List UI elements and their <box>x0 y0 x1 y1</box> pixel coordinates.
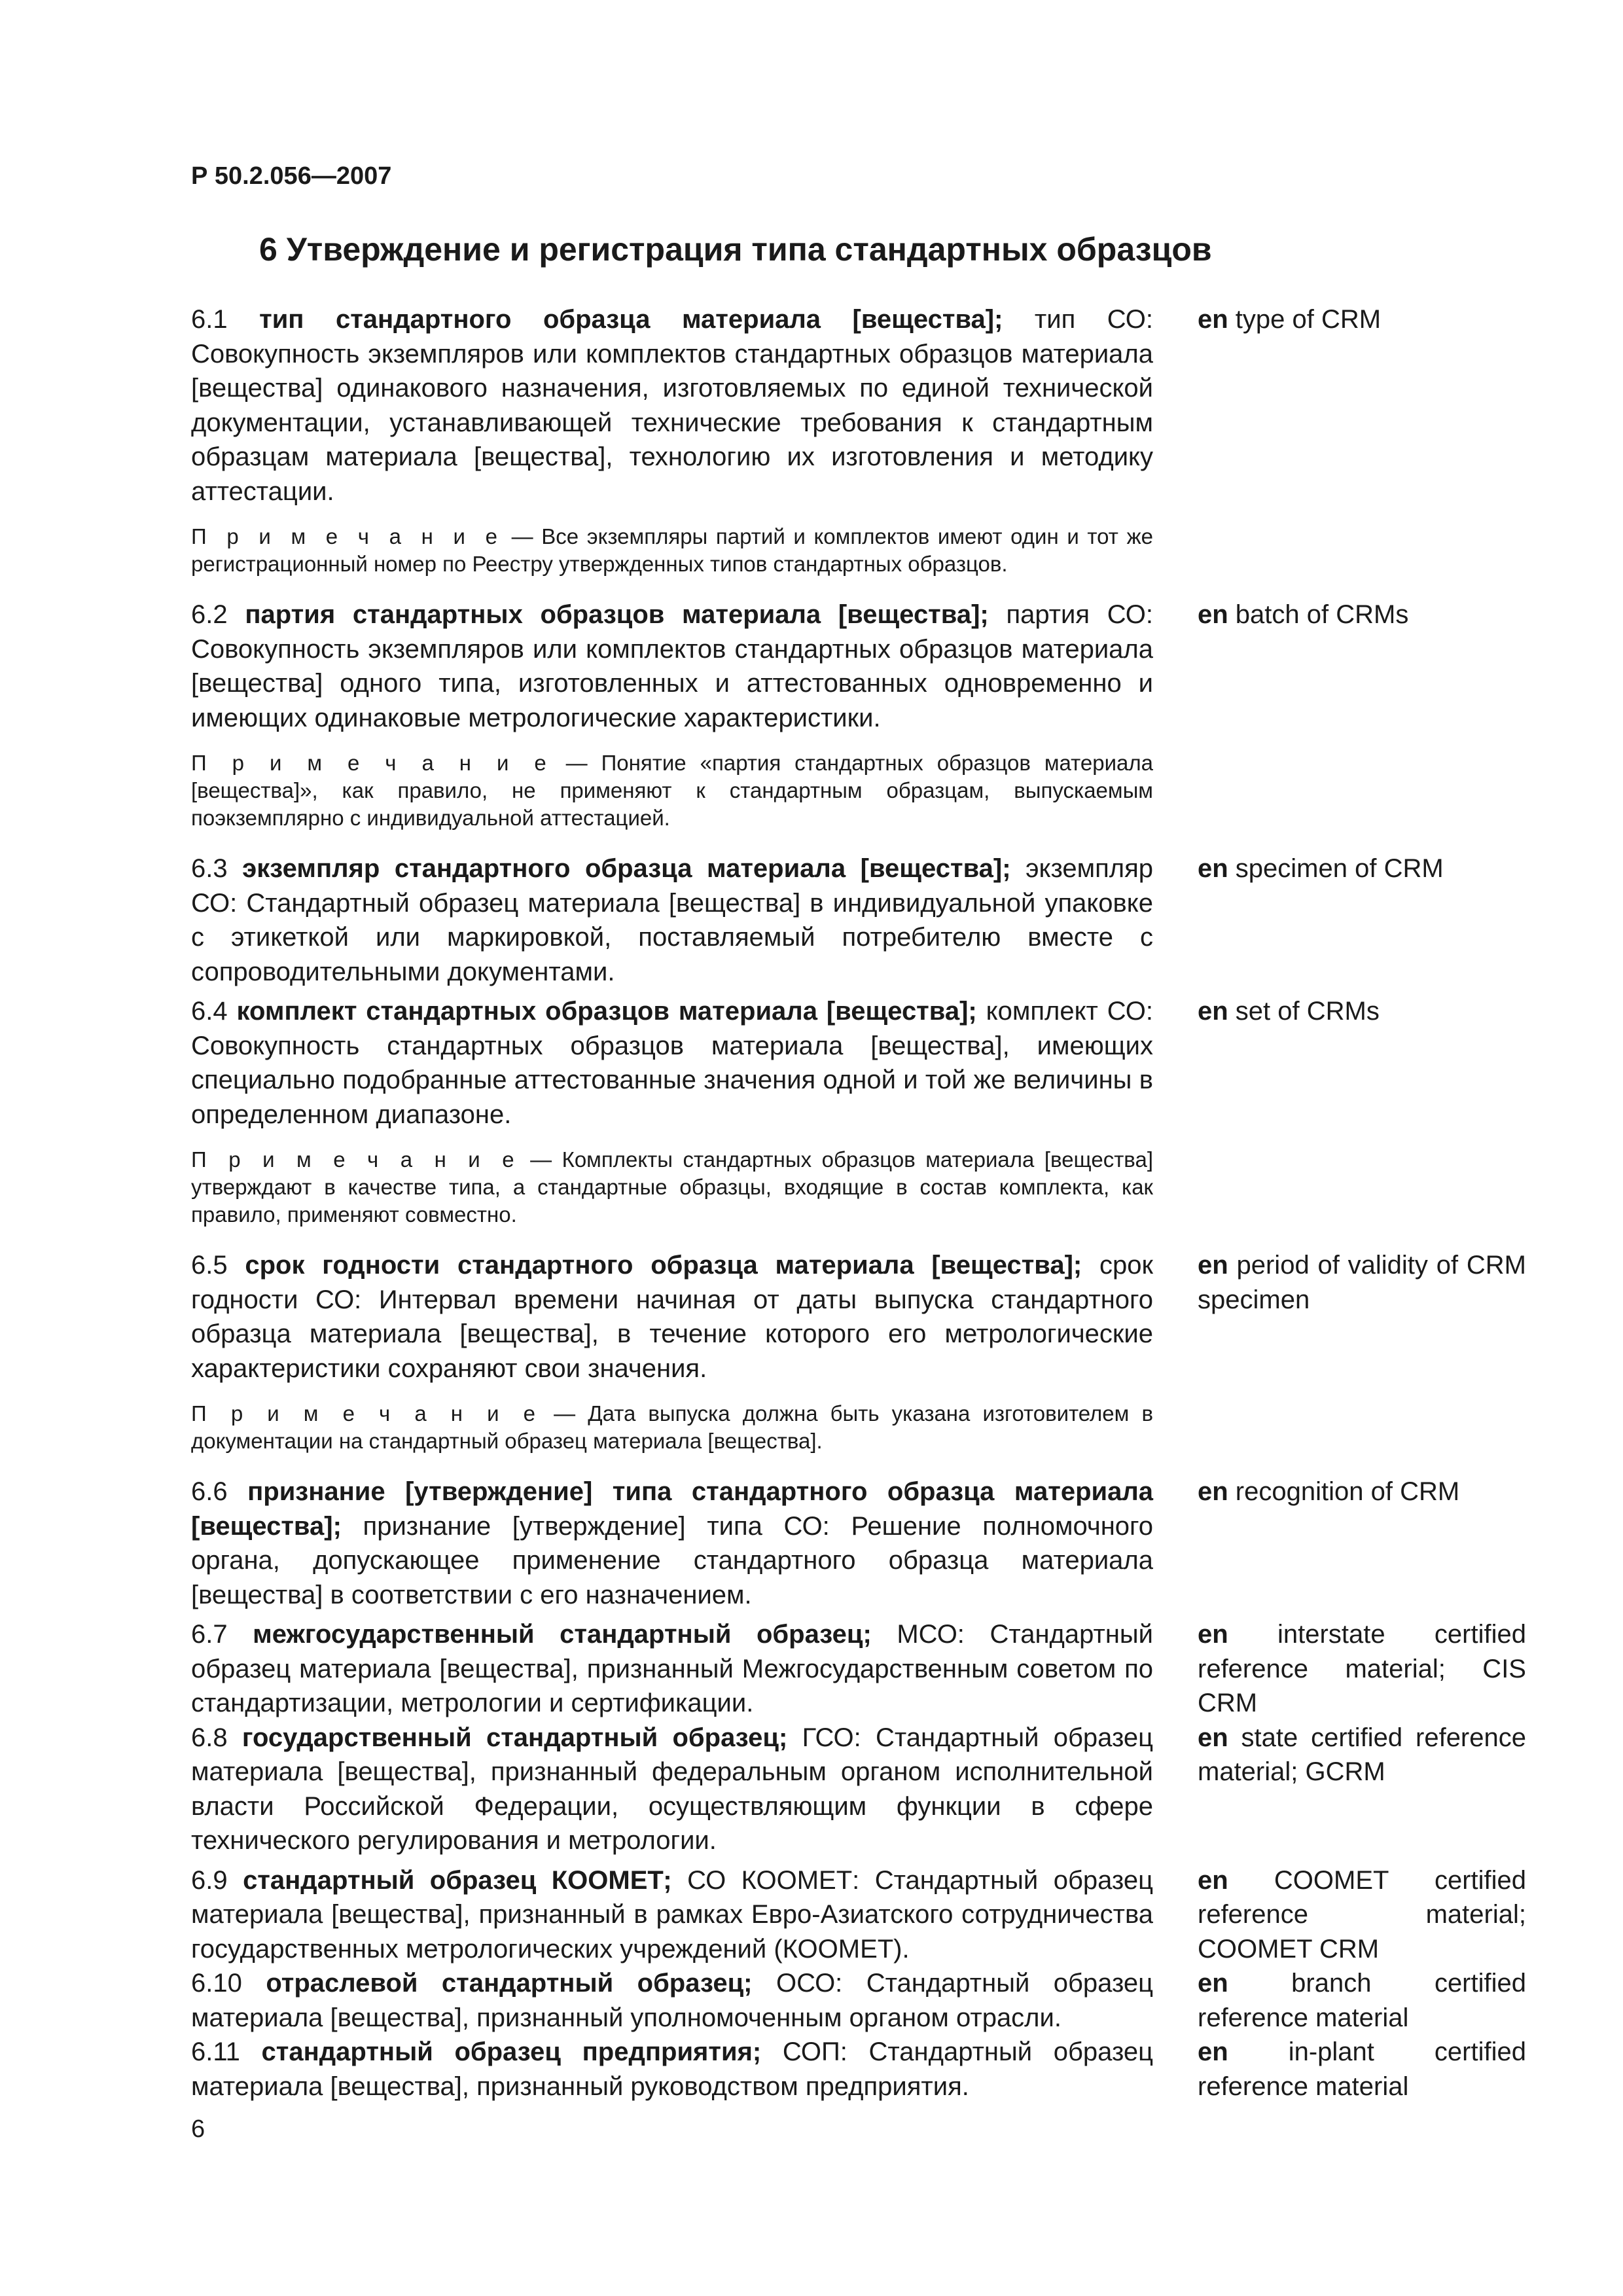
section-title: 6 Утверждение и регистрация типа стандартных образцов <box>259 231 1212 268</box>
term-text: СОП: Стандартный образец материала [вещества], признанный руководством предприятия. <box>191 2037 1153 2101</box>
document-id: Р 50.2.056—2007 <box>191 162 392 190</box>
term-entry-6-7 <box>191 1617 1526 1721</box>
term-name: отраслевой стандартный образец; <box>266 1969 753 1998</box>
term-number: 6.1 <box>191 305 228 334</box>
term-number: 6.9 <box>191 1865 228 1895</box>
term-entry-6-2 <box>191 598 1526 735</box>
note-text: — Все экземпляры партий и комплектов имеют один и тот же регистрационный номер по Реестру утвержденных типов стандартных образцов. <box>191 524 1153 576</box>
term-number: 6.10 <box>191 1969 242 1998</box>
lang-code: en <box>1198 997 1228 1026</box>
term-text: тип СО: Совокупность экземпляров или комплектов стандартных образцов материала [вещества] одинакового назначения, изготовляемых по единой технической документации, устанавливающей технические требования к стандартным образцам материала [вещества], технологию их изготовления и методику аттестации. <box>191 305 1153 506</box>
term-name: стандартный образец предприятия; <box>261 2037 762 2066</box>
english-term: COOMET certified reference material; COOMET CRM <box>1198 1865 1526 1964</box>
term-text: ГСО: Стандартный образец материала [вещества], признанный федеральным органом исполнительной власти Российской Федерации, осуществляющим функции в сфере технического регулирования и метрологии. <box>191 1723 1153 1855</box>
term-definition <box>191 1721 1153 1858</box>
english-equivalent <box>1198 1863 1526 1967</box>
term-definition <box>191 2035 1153 2104</box>
term-text: комплект СО: Совокупность стандартных образцов материала [вещества], имеющих специально подобранные аттестованные значения одной и той же величины в определенном диапазоне. <box>191 997 1153 1129</box>
english-term: branch certified reference material <box>1198 1969 1526 2032</box>
term-definition <box>191 1863 1153 1967</box>
page-number: 6 <box>191 2115 205 2143</box>
english-equivalent <box>1198 994 1526 1132</box>
lang-code: en <box>1198 2037 1228 2066</box>
term-text: экземпляр СО: Стандартный образец материала [вещества] в индивидуальной упаковке с этикеткой или маркировкой, поставляемый потребителю вместе с сопроводительными документами. <box>191 854 1153 986</box>
term-number: 6.2 <box>191 600 228 629</box>
term-text: партия СО: Совокупность экземпляров или комплектов стандартных образцов материала [вещества] одного типа, изготовленных и аттестованных одновременно и имеющих одинаковые метрологические характеристики. <box>191 600 1153 732</box>
lang-code: en <box>1198 1251 1228 1280</box>
lang-code: en <box>1198 600 1228 629</box>
term-note <box>191 1146 1153 1229</box>
english-term: in-plant certified reference material <box>1198 2037 1526 2101</box>
english-equivalent <box>1198 1617 1526 1721</box>
english-term: specimen of CRM <box>1228 854 1444 883</box>
term-definition <box>191 994 1153 1132</box>
english-equivalent <box>1198 1966 1526 2035</box>
lang-code: en <box>1198 1477 1228 1506</box>
term-entry-6-8 <box>191 1721 1526 1858</box>
term-text: МСО: Стандартный образец материала [вещества], признанный Межгосударственным советом по стандартизации, метрологии и сертификации. <box>191 1620 1153 1717</box>
term-entry-6-9 <box>191 1863 1526 1967</box>
term-number: 6.6 <box>191 1477 228 1506</box>
term-number: 6.3 <box>191 854 228 883</box>
term-entry-6-1 <box>191 302 1526 509</box>
english-equivalent <box>1198 302 1526 509</box>
term-number: 6.11 <box>191 2037 240 2066</box>
term-entry-6-5 <box>191 1248 1526 1386</box>
english-equivalent <box>1198 1248 1526 1386</box>
term-entry-6-4 <box>191 994 1526 1132</box>
english-term: recognition of CRM <box>1228 1477 1460 1506</box>
term-definition <box>191 852 1153 989</box>
term-note <box>191 523 1153 578</box>
english-term: interstate certified reference material; CIS CRM <box>1198 1620 1526 1717</box>
term-definition <box>191 598 1153 735</box>
note-label: П р и м е ч а н и е <box>191 751 552 775</box>
english-term: state certified reference material; GCRM <box>1198 1723 1526 1786</box>
term-name: экземпляр стандартного образца материала [вещества]; <box>242 854 1011 883</box>
term-text: СО КООМЕТ: Стандартный образец материала [вещества], признанный в рамках Евро-Азиатского сотрудничества государственных метрологических учреждений (КООМЕТ). <box>191 1865 1153 1964</box>
lang-code: en <box>1198 1620 1228 1649</box>
term-name: стандартный образец КООМЕТ; <box>243 1865 672 1895</box>
term-number: 6.8 <box>191 1723 228 1752</box>
lang-code: en <box>1198 1865 1228 1895</box>
term-definition <box>191 1475 1153 1612</box>
term-name: межгосударственный стандартный образец; <box>253 1620 872 1649</box>
lang-code: en <box>1198 854 1228 883</box>
english-term: batch of CRMs <box>1228 600 1409 629</box>
note-label: П р и м е ч а н и е <box>191 524 503 548</box>
term-definition <box>191 302 1153 509</box>
term-number: 6.7 <box>191 1620 228 1649</box>
note-text: — Понятие «партия стандартных образцов материала [вещества]», как правило, не применяют к стандартным образцам, выпускаемым поэкземплярно с индивидуальной аттестацией. <box>191 751 1154 830</box>
english-equivalent <box>1198 1475 1526 1612</box>
terms-list <box>191 302 1526 2104</box>
term-text: признание [утверждение] типа СО: Решение полномочного органа, допускающее применение стандартного образца материала [вещества] в соответствии с его назначением. <box>191 1511 1153 1609</box>
term-number: 6.5 <box>191 1251 228 1280</box>
term-name: срок годности стандартного образца материала [вещества]; <box>245 1251 1082 1280</box>
term-name: тип стандартного образца материала [вещества]; <box>259 305 1003 334</box>
term-note <box>191 1400 1153 1455</box>
term-text: срок годности СО: Интервал времени начиная от даты выпуска стандартного образца материала [вещества], в течение которого его метрологические характеристики сохраняют свои значения. <box>191 1251 1154 1383</box>
term-text: ОСО: Стандартный образец материала [вещества], признанный уполномоченным органом отрасли. <box>191 1969 1153 2032</box>
note-label: П р и м е ч а н и е <box>191 1401 542 1426</box>
english-term: type of CRM <box>1228 305 1382 334</box>
note-text: — Комплекты стандартных образцов материала [вещества] утверждают в качестве типа, а стандартные образцы, входящие в состав комплекта, как правило, применяют совместно. <box>191 1147 1153 1227</box>
term-name: комплект стандартных образцов материала [вещества]; <box>236 997 977 1026</box>
english-term: set of CRMs <box>1228 997 1380 1026</box>
term-name: признание [утверждение] типа стандартного образца материала [вещества]; <box>191 1477 1153 1541</box>
term-entry-6-3 <box>191 852 1526 989</box>
term-name: партия стандартных образцов материала [вещества]; <box>245 600 989 629</box>
term-entry-6-10 <box>191 1966 1526 2035</box>
note-text: — Дата выпуска должна быть указана изготовителем в документации на стандартный образец материала [вещества]. <box>191 1401 1153 1453</box>
lang-code: en <box>1198 1723 1228 1752</box>
english-equivalent <box>1198 1721 1526 1858</box>
english-term: period of validity of CRM specimen <box>1198 1251 1526 1314</box>
term-entry-6-11 <box>191 2035 1526 2104</box>
term-definition <box>191 1248 1153 1386</box>
note-label: П р и м е ч а н и е <box>191 1147 520 1172</box>
english-equivalent <box>1198 598 1526 735</box>
term-number: 6.4 <box>191 997 228 1026</box>
term-entry-6-6 <box>191 1475 1526 1612</box>
english-equivalent <box>1198 2035 1526 2104</box>
term-name: государственный стандартный образец; <box>241 1723 788 1752</box>
lang-code: en <box>1198 1969 1228 1998</box>
term-definition <box>191 1617 1153 1721</box>
term-definition <box>191 1966 1153 2035</box>
term-note <box>191 749 1153 832</box>
lang-code: en <box>1198 305 1228 334</box>
english-equivalent <box>1198 852 1526 989</box>
